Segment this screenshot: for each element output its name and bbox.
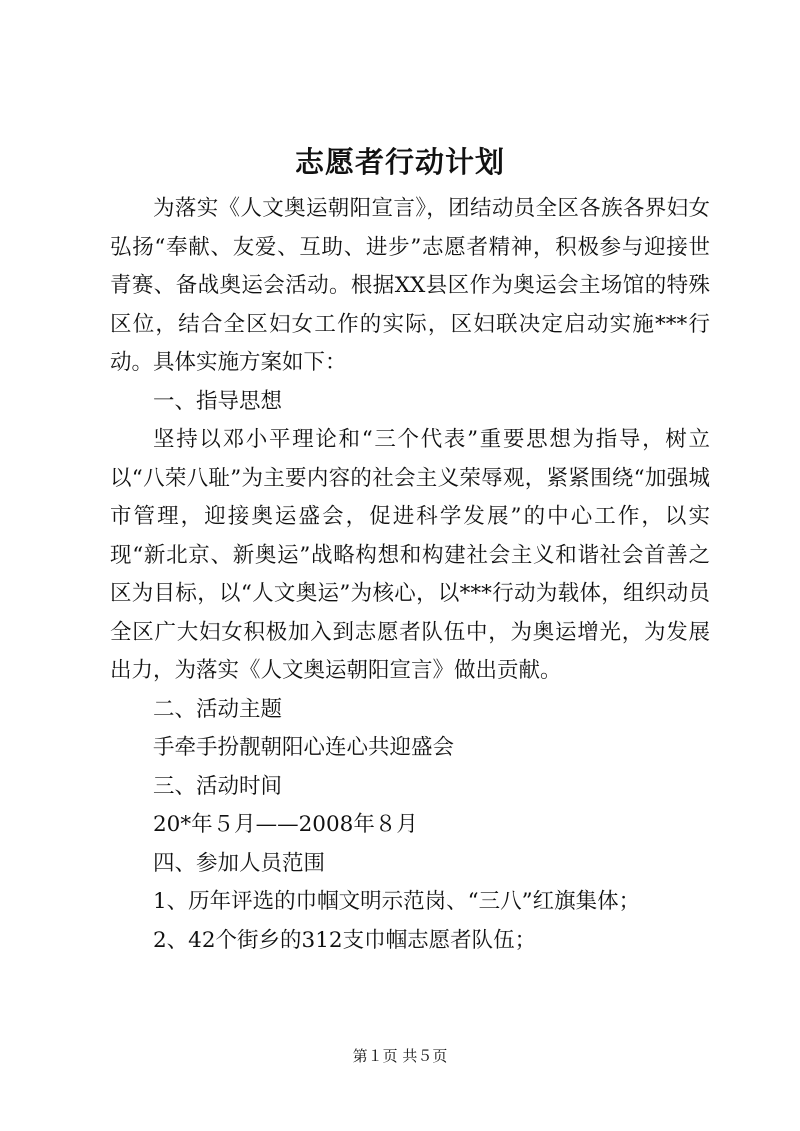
section-content-guiding-thought: 坚持以邓小平理论和“三个代表”重要思想为指导，树立以“八荣八耻”为主要内容的社会主义荣辱观，紧紧围绕“加强城市管理，迎接奥运盛会，促进科学发展”的中心工作，以实现“新北京、新奥运”战略构想和构建社会主义和谐社会首善之区为目标，以“人文奥运”为核心，以***行动为载体，组织动员全区广大妇女积极加入到志愿者队伍中，为奥运增光，为发展出力，为落实《人文奥运朝阳宣言》做出贡献。 (110, 427, 710, 683)
section-heading-theme: 二、活动主题 (153, 696, 283, 722)
section-heading-participants: 四、参加人员范围 (153, 850, 326, 876)
participant-item: 2、42个街乡的312支巾帼志愿者队伍； (153, 927, 537, 953)
section-content-theme: 手牵手扮靓朝阳心连心共迎盛会 (153, 735, 455, 760)
document-title: 志愿者行动计划 (294, 145, 505, 179)
page-footer: 第１页 共５页 (352, 1047, 448, 1065)
section-heading-time: 三、活动时间 (153, 773, 283, 799)
section-content-time: 20*年５月——2008年８月 (153, 812, 418, 837)
document-body (110, 190, 710, 960)
intro-paragraph: 为落实《人文奥运朝阳宣言》，团结动员全区各族各界妇女弘扬“奉献、友爱、互助、进步”志愿者精神，积极参与迎接世青赛、备战奥运会活动。根据XX县区作为奥运会主场馆的特殊区位，结合全区妇女工作的实际，区妇联决定启动实施***行动。具体实施方案如下： (110, 196, 710, 375)
participant-item: 1、历年评选的巾帼文明示范岗、“三八”红旗集体； (153, 889, 641, 914)
section-heading-guiding-thought: 一、指导思想 (153, 388, 283, 414)
